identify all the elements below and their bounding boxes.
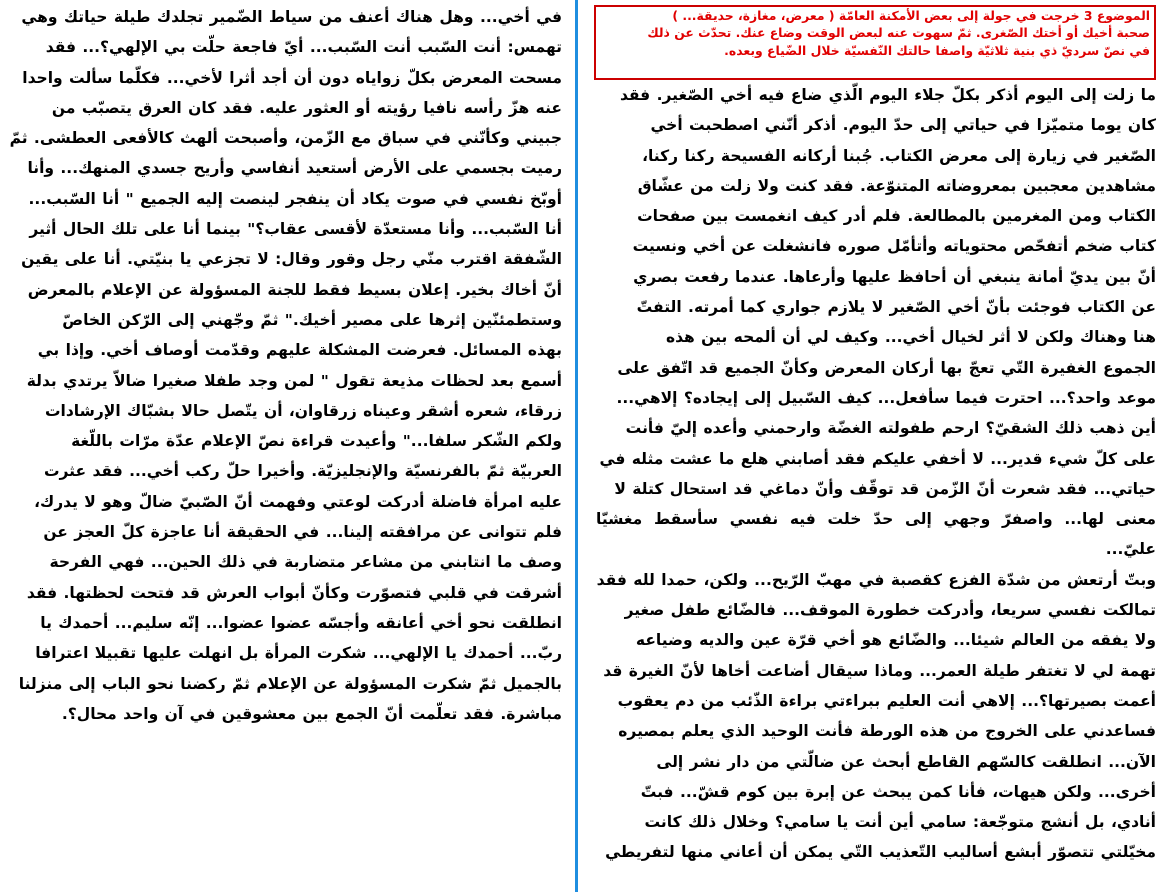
topic-prompt-box: الموضوع 3 خرجت في جولة إلى بعض الأمكنة العامّة ( معرض، مغازة، حديقة... ) صحبة أخيك أو أختك الصّغرى. ثمّ سهوت عنه لبعض الوقت وضاع عنك. تحدّث عن ذلك في نصّ سرديّ ذي بنية ثلاثيّة واصفا حالتك النّفسيّة خلال الضّياع وبعده.: [594, 5, 1156, 80]
essay-column-right: ما زلت إلى اليوم أذكر بكلّ جلاء اليوم الّذي ضاع فيه أخي الصّغير. فقد كان يوما متميّزا في حياتي إلى حدّ اليوم. أذكر أنّني اصطحبت أخي الصّغير في زيارة إلى معرض الكتاب. جُبنا أركانه الفسيحة ركنا ركنا، مشاهدين معجبين بمعروضاته المتنوّعة. فقد كنت ولا زلت من عشّاق الكتاب ومن المغرمين بالمطالعة. فلم أدر كيف انغمست بين صفحات كتاب ضخم أتفحّص محتوياته وأتأمّل صوره فانشغلت عن أخي ونسيت أنّ بين يديّ أمانة ينبغي أن أحافظ عليها وأرعاها. عندما رفعت بصري عن الكتاب فوجئت بأنّ أخي الصّغير لا يلازم جواري كما أمرته. التفتّ هنا وهناك ولكن لا أثر لخيال أخي... وكيف لي أن ألمحه بين هذه الجموع الغفيرة التّي تعجّ بها أركان المعرض وكأنّ الجميع قد اتّفق على موعد واحد؟... احترت فيما سأفعل... كيف السّبيل إلى إيجاده؟ إلاهي... أين ذهب ذلك الشقيّ؟ ارحم طفولته الغضّة وارحمني وأعده إليّ فأنت على كلّ شيء قدير... لا أخفي عليكم فقد أصابني هلع ما عشت مثله في حياتي... فقد شعرت أنّ الزّمن قد توقّف وأنّ دماغي قد استحال كتلة لا معنى لها... واصفرّ وجهي إلى حدّ خلت فيه نفسي سأسقط مغشيّا عليّ... وبتّ أرتعش من شدّة الفزع كقصبة في مهبّ الرّيح... ولكن، حمدا لله فقد تمالكت نفسي سريعا، وأدركت خطورة الموقف... فالضّائع طفل صغير ولا يفقه من العالم شيئا... والضّائع هو أخي قرّة عين والديه وضياعه تهمة لي لا تغتفر طيلة العمر... وماذا سيقال أضاعت أخاها لأنّ الغيرة قد أعمت بصيرتها؟... إلاهي أنت العليم ببراءتي براءة الذّئب من دم يعقوب فساعدني على الخروج من هذه الورطة فأنت الوحيد الذي يعلم بمصيره الآن... انطلقت كالسّهم القاطع أبحث عن ضالّتي من دار نشر إلى أخرى... ولكن هيهات، فأنا كمن يبحث عن إبرة بين كوم قشّ... فبتّ أنادي، بل أنشج متوجّعة: سامي أين أنت يا سامي؟ وخلال ذلك كانت مخيّلتي تتصوّر أبشع أساليب التّعذيب التّي يمكن أن أعاني منها لتفريطي: [596, 86, 1156, 862]
essay-column-left: في أخي... وهل هناك أعنف من سياط الضّمير تجلدك طيلة حياتك وهي تهمس: أنت السّبب أنت السّبب... أيّ فاجعة حلّت بي الإلهي؟... فقد مسحت المعرض بكلّ زواياه دون أن أجد أثرا لأخي... فكلّما سألت واحدا عنه هزّ رأسه نافيا رؤيته أو العثور عليه. فقد كان العرق يتصبّب من جبيني وكأنّني في سباق مع الزّمن، وأصبحت ألهث كالأفعى العطشى. ثمّ رميت بجسمي على الأرض أستعيد أنفاسي وأريح جسدي المنهك... وأنا أوبّخ نفسي في صوت يكاد أن ينفجر لينصت إليه الجميع " أنا السّبب... أنا السّبب... وأنا مستعدّة لأقسى عقاب؟" بينما أنا على تلك الحال أثير الشّفقة اقترب منّي رجل وقور وقال: لا تجزعي يا بنيّتي. أنا على يقين أنّ أخاك بخير. إعلان بسيط فقط للجنة المسؤولة عن الإعلام بالمعرض وستطمئنّين إثرها على مصير أخيك." ثمّ وجّهني إلى الرّكن الخاصّ بهذه المسائل. فعرضت المشكلة عليهم وقدّمت أوصاف أخي. وإذا بي أسمع بعد لحظات مذيعة تقول " لمن وجد طفلا صغيرا ضالاّ يرتدي بدلة زرقاء، شعره أشقر وعيناه زرقاوان، أن يتّصل حالا بشبّاك الإرشادات ولكم الشّكر سلفا..." وأعيدت قراءة نصّ الإعلام عدّة مرّات باللّغة العربيّة ثمّ بالفرنسيّة والإنجليزيّة. وأخيرا حلّ ركب أخي... فقد عثرت عليه امرأة فاضلة أدركت لوعتي وفهمت أنّ الصّبيّ ضالّ وهو لا يدرك، فلم تتوانى عن مرافقته إلينا... في الحقيقة أنا عاجزة كلّ العجز عن وصف ما انتابني من مشاعر متضاربة في ذلك الحين... فهي الفرحة أشرقت في قلبي فتصوّرت وكأنّ أبواب العرش قد فتحت لحظتها. فقد انطلقت نحو أخي أعانقه وأجسّه عضوا عضوا... إنّه سليم... أحمدك يا ربّ... أحمدك يا الإلهي... شكرت المرأة بل انهلت عليها تقبيلا اعترافا بالجميل ثمّ شكرت المسؤولة عن الإعلام ثمّ ركضنا نحو الباب إلى منزلنا مباشرة. فقد تعلّمت أنّ الجمع بين معشوقين في آن واحد محال؟.: [9, 8, 562, 723]
column-divider: [575, 0, 578, 892]
